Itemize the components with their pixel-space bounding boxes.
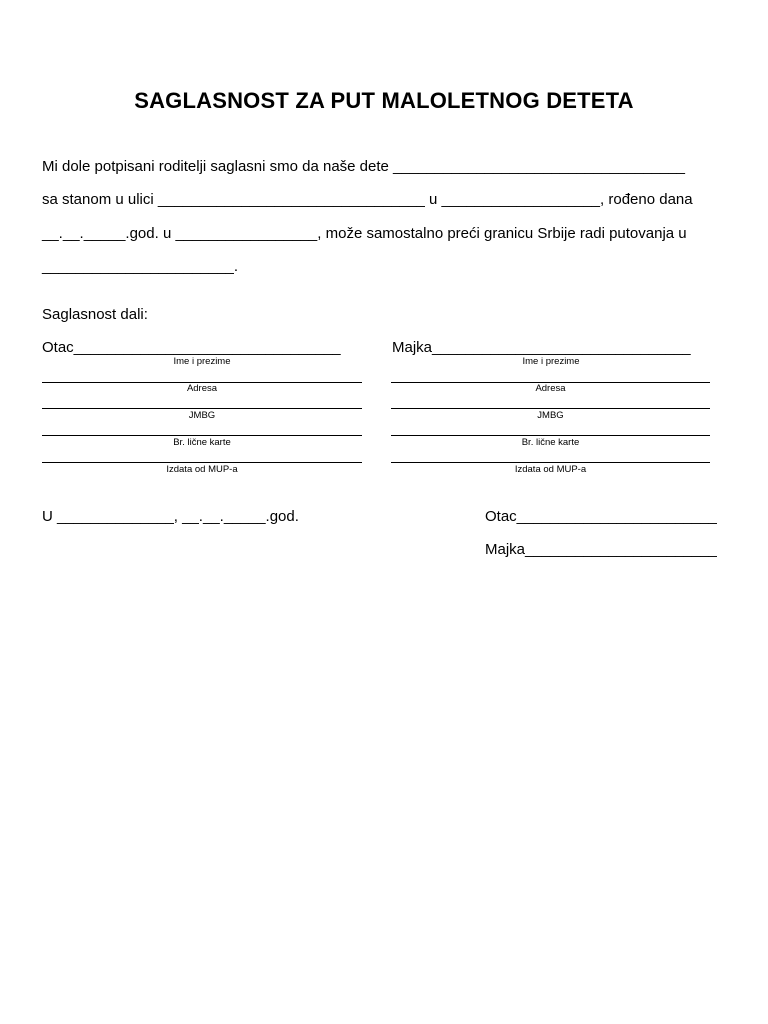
father-caption-id-card: Br. lične karte: [173, 437, 231, 448]
father-caption-address: Adresa: [186, 383, 218, 394]
father-name-field[interactable]: Otac________________________________: [42, 339, 341, 356]
mother-signature-field[interactable]: Majka_______________________: [485, 541, 717, 558]
paragraph-line-1: Mi dole potpisani roditelji saglasni smo da naše dete ___________________________________: [42, 158, 686, 175]
mother-jmbg-line[interactable]: [391, 408, 710, 409]
father-signature-field[interactable]: Otac________________________: [485, 508, 717, 525]
mother-caption-jmbg: JMBG: [537, 410, 564, 421]
document-title: SAGLASNOST ZA PUT MALOLETNOG DETETA: [134, 88, 634, 113]
mother-name-field[interactable]: Majka_______________________________: [392, 339, 691, 356]
mother-id-card-line[interactable]: [391, 435, 710, 436]
father-issued-by-line[interactable]: [42, 462, 362, 463]
father-caption-jmbg: JMBG: [188, 410, 216, 421]
mother-caption-name: Ime i prezime: [522, 356, 580, 367]
mother-issued-by-line[interactable]: [391, 462, 710, 463]
paragraph-line-3: __.__._____.god. u _________________, može samostalno preći granicu Srbije radi putovanja u: [42, 225, 687, 242]
father-caption-name: Ime i prezime: [173, 356, 231, 367]
father-id-card-line[interactable]: [42, 435, 362, 436]
mother-caption-id-card: Br. lične karte: [521, 437, 580, 448]
mother-caption-issued-by: Izdata od MUP-a: [514, 464, 587, 475]
paragraph-line-4: _______________________.: [42, 258, 239, 275]
father-caption-issued-by: Izdata od MUP-a: [166, 464, 238, 475]
paragraph-line-2: sa stanom u ulici ________________________________ u ___________________, rođeno dana: [42, 191, 693, 208]
mother-caption-address: Adresa: [535, 383, 566, 394]
father-jmbg-line[interactable]: [42, 408, 362, 409]
place-date-field[interactable]: U ______________, __.__._____.god.: [42, 508, 299, 525]
consent-label: Saglasnost dali:: [42, 306, 148, 323]
